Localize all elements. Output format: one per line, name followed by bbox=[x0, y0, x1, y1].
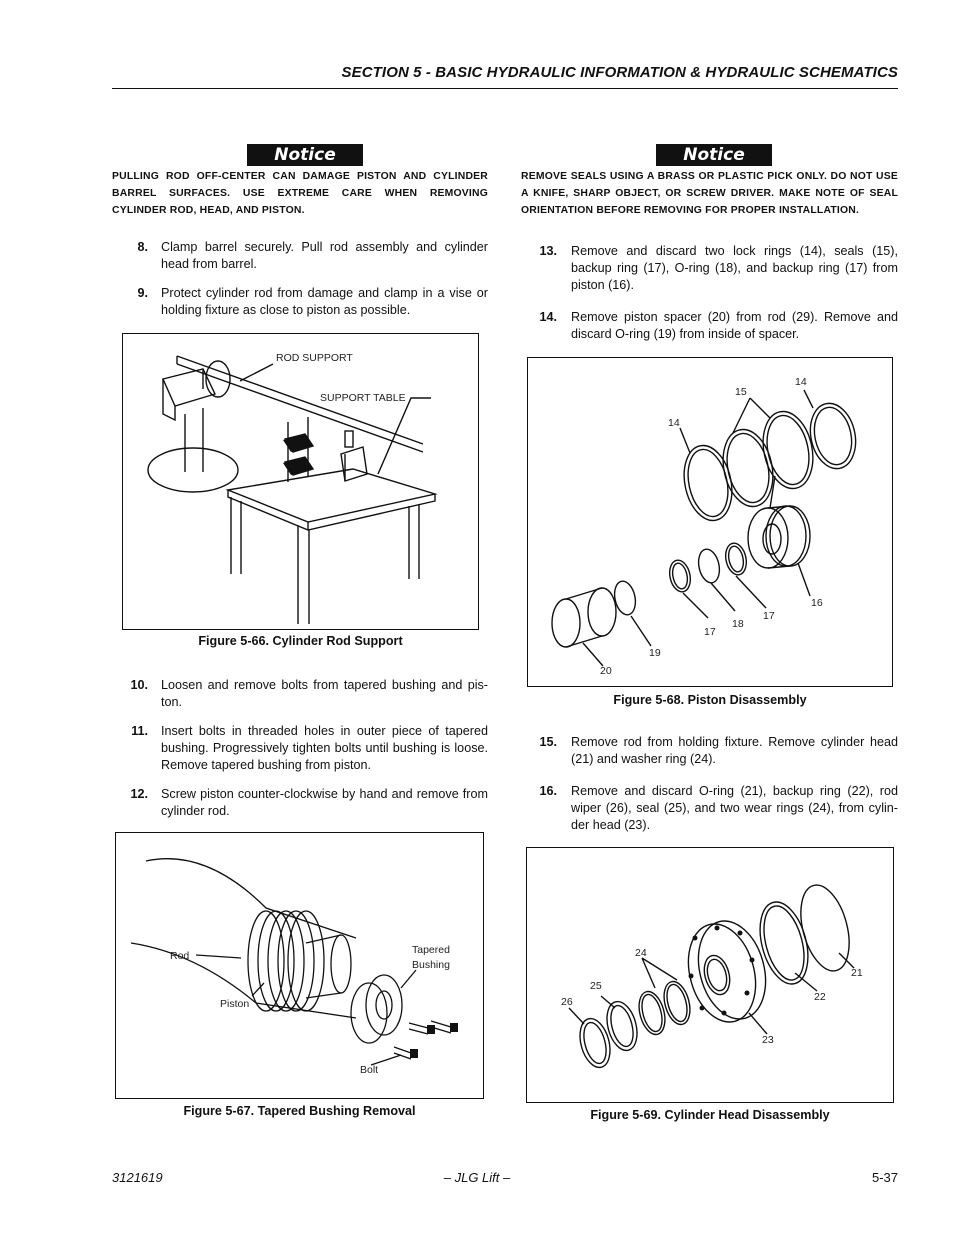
label-17b: 17 bbox=[763, 610, 775, 622]
footer-center-text: – JLG Lift – bbox=[443, 1170, 511, 1185]
step-number: 16. bbox=[539, 784, 557, 798]
step-number: 14. bbox=[539, 310, 557, 324]
step-10 bbox=[120, 677, 488, 713]
footer-doc-number bbox=[112, 1170, 163, 1185]
step-number: 9. bbox=[137, 286, 148, 300]
step-text: Clamp barrel securely. Pull rod assembly and cylinder head from barrel. bbox=[161, 240, 488, 271]
label-bushing: Bushing bbox=[412, 959, 450, 971]
notice-text-right: REMOVE SEALS USING A BRASS OR PLASTIC PICK ONLY. DO NOT USE A KNIFE, SHARP OBJECT, OR SCREW DRIVER. MAKE NOTE OF SEAL ORIENTATION BEFORE REMOVING FOR PROPER INSTALLATION. bbox=[521, 171, 898, 216]
step-number: 12. bbox=[130, 787, 148, 801]
step-number: 13. bbox=[539, 244, 557, 258]
step-text: Remove and discard two lock rings (14), seals (15), backup ring (17), O-ring (18), and backup ring (17) from piston (16). bbox=[571, 244, 898, 292]
step-number: 8. bbox=[137, 240, 148, 254]
step-number: 15. bbox=[539, 735, 557, 749]
label-17a: 17 bbox=[704, 626, 716, 638]
step-text: Remove and discard O-ring (21), backup ring (22), rod wiper (26), seal (25), and two wear rings (24), from cylin-der head (23). bbox=[571, 784, 898, 832]
label-tapered: Tapered bbox=[412, 944, 450, 956]
label-18: 18 bbox=[732, 618, 744, 630]
notice-badge-right: Notice bbox=[656, 144, 772, 166]
header-rule bbox=[112, 88, 898, 89]
step-8 bbox=[120, 239, 488, 275]
label-support-table: SUPPORT TABLE bbox=[320, 392, 406, 404]
label-14a: 14 bbox=[668, 417, 680, 429]
label-24: 24 bbox=[635, 947, 647, 959]
figure-cylinder-head-disassembly bbox=[526, 847, 894, 1103]
footer-center bbox=[412, 1170, 542, 1185]
label-21: 21 bbox=[851, 967, 863, 979]
label-piston: Piston bbox=[220, 998, 250, 1010]
step-number: 10. bbox=[130, 678, 148, 692]
step-number: 11. bbox=[131, 724, 148, 738]
figure-caption-67: Figure 5-67. Tapered Bushing Removal bbox=[183, 1104, 416, 1118]
piston-disassembly-illustration bbox=[528, 358, 891, 685]
label-26: 26 bbox=[561, 996, 573, 1008]
label-rod: Rod bbox=[170, 950, 190, 962]
label-22: 22 bbox=[814, 991, 826, 1003]
step-text: Protect cylinder rod from damage and clamp in a vise or holding fixture as close to piston as possible. bbox=[161, 286, 488, 317]
notice-text-left: PULLING ROD OFF-CENTER CAN DAMAGE PISTON AND CYLINDER BARREL SURFACES. USE EXTREME CARE WHEN REMOVING CYLINDER ROD, HEAD, AND PISTON. bbox=[112, 171, 488, 216]
step-12 bbox=[120, 786, 488, 822]
step-14 bbox=[529, 309, 898, 345]
notice-badge-left: Notice bbox=[247, 144, 363, 166]
label-25: 25 bbox=[590, 980, 602, 992]
step-15 bbox=[529, 734, 898, 770]
label-20: 20 bbox=[600, 665, 612, 677]
figure-piston-disassembly bbox=[527, 357, 893, 687]
label-14b: 14 bbox=[795, 376, 807, 388]
step-text: Insert bolts in threaded holes in outer piece of tapered bushing. Progressively tighten bolts until bushing is loose. Remove tapered bushing from piston. bbox=[161, 724, 488, 772]
label-bolt: Bolt bbox=[360, 1064, 379, 1076]
figure-cylinder-rod-support bbox=[122, 333, 479, 630]
label-23: 23 bbox=[762, 1034, 774, 1046]
figure-caption-68: Figure 5-68. Piston Disassembly bbox=[613, 693, 807, 707]
footer-page-number: 5-37 bbox=[871, 1170, 898, 1185]
step-16 bbox=[529, 783, 898, 837]
cylinder-head-illustration bbox=[527, 848, 892, 1101]
step-11 bbox=[120, 723, 488, 777]
step-text: Remove piston spacer (20) from rod (29). Remove and discard O-ring (19) from inside of spacer. bbox=[571, 310, 898, 341]
label-15: 15 bbox=[735, 386, 747, 398]
label-rod-support: ROD SUPPORT bbox=[276, 352, 353, 364]
figure-tapered-bushing-removal bbox=[115, 832, 484, 1099]
step-9 bbox=[120, 285, 488, 321]
section-header: SECTION 5 - BASIC HYDRAULIC INFORMATION & HYDRAULIC SCHEMATICS bbox=[341, 64, 898, 81]
figure-caption-69: Figure 5-69. Cylinder Head Disassembly bbox=[590, 1108, 830, 1122]
label-19: 19 bbox=[649, 647, 661, 659]
step-text: Remove rod from holding fixture. Remove cylinder head (21) and washer ring (24). bbox=[571, 735, 898, 766]
figure-caption-66: Figure 5-66. Cylinder Rod Support bbox=[198, 634, 403, 648]
label-16: 16 bbox=[811, 597, 823, 609]
step-text: Screw piston counter-clockwise by hand and remove from cylinder rod. bbox=[161, 787, 488, 818]
tapered-bushing-illustration bbox=[116, 833, 482, 1097]
step-13 bbox=[529, 243, 898, 297]
step-text: Loosen and remove bolts from tapered bushing and pis-ton. bbox=[161, 678, 488, 709]
footer-doc-number-text: 3121619 bbox=[112, 1170, 163, 1185]
rod-support-illustration bbox=[123, 334, 477, 628]
